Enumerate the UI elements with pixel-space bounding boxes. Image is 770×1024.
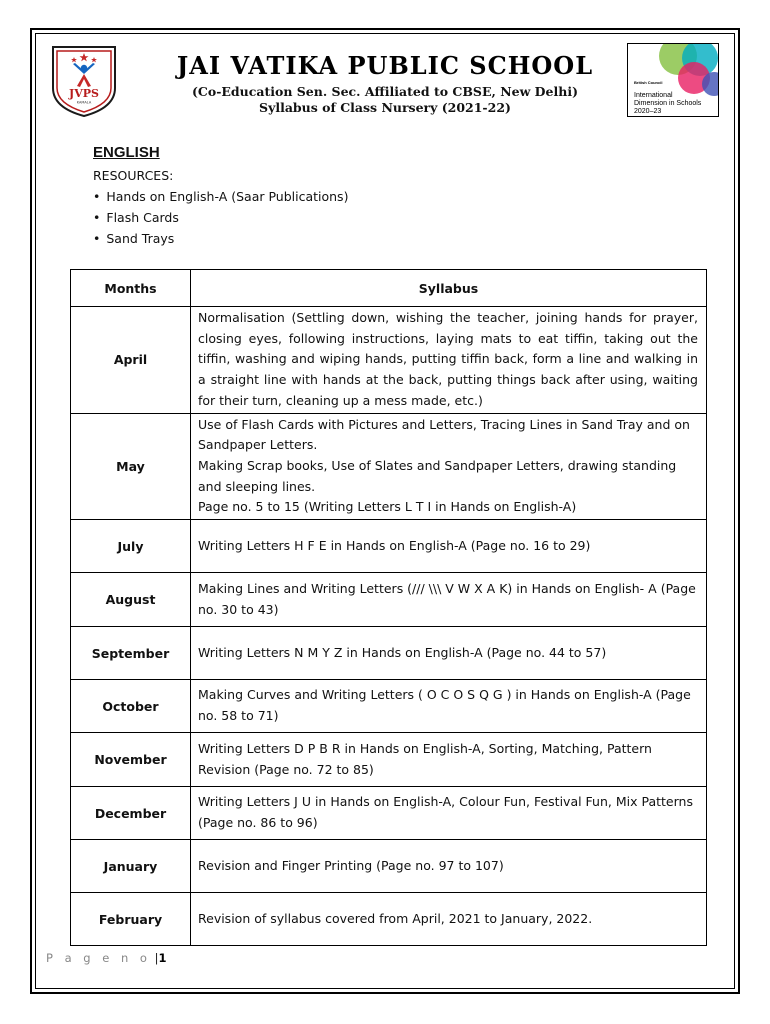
footer-separator: | [150,951,159,965]
months-header: Months [71,270,191,307]
svg-text:KAMALA: KAMALA [76,100,92,105]
month-cell: July [71,520,191,573]
table-row [71,893,707,946]
table-row [71,680,707,733]
subject-heading: ENGLISH [93,144,160,161]
table-header-row [71,270,707,307]
page-number: 1 [158,951,167,965]
syllabus-table [70,269,707,946]
month-cell: February [71,893,191,946]
syllabus-cell: Normalisation (Settling down, wishing the teacher, joining hands for prayer, closing eyes, following instructions, laying mats to eat tiffin, taking out the tiffin, washing and wiping hands, putting tiffin back, form a line and walking in a straight line with hands at the back, putting things back after using, waiting for their turn, cleaning up a mess made, etc.) [191,307,707,414]
syllabus-header: Syllabus [191,270,707,307]
syllabus-title: Syllabus of Class Nursery (2021-22) [259,100,511,115]
affiliation-text: (Co-Education Sen. Sec. Affiliated to CBSE, New Delhi) [192,84,578,99]
month-cell: January [71,840,191,893]
page-footer [46,951,167,965]
syllabus-cell: Writing Letters H F E in Hands on English-A (Page no. 16 to 29) [191,520,707,573]
syllabus-cell: Making Lines and Writing Letters (/// \\\ V W X A K) in Hands on English- A (Page no. 30 to 43) [191,573,707,627]
table-row [71,627,707,680]
school-name: JAI VATIKA PUBLIC SCHOOL [176,51,594,80]
syllabus-cell: Making Curves and Writing Letters ( O C O S Q G ) in Hands on English-A (Page no. 58 to 71) [191,680,707,733]
badge-brand-text: British Council [634,80,663,85]
syllabus-cell: Revision of syllabus covered from April, 2021 to January, 2022. [191,893,707,946]
table-row [71,520,707,573]
table-row [71,413,707,520]
syllabus-cell: Writing Letters N M Y Z in Hands on English-A (Page no. 44 to 57) [191,627,707,680]
table-row [71,307,707,414]
table-row [71,840,707,893]
resource-item: • Flash Cards [93,209,348,230]
month-cell: October [71,680,191,733]
syllabus-cell: Revision and Finger Printing (Page no. 97 to 107) [191,840,707,893]
table-row [71,573,707,627]
syllabus-cell: Use of Flash Cards with Pictures and Letters, Tracing Lines in Sand Tray and on Sandpaper Letters. Making Scrap books, Use of Slates and Sandpaper Letters, drawing standing and sleeping lines. Page no. 5 to 15 (Writing Letters L T I in Hands on English-A) [191,413,707,520]
syllabus-cell: Writing Letters J U in Hands on English-A, Colour Fun, Festival Fun, Mix Patterns (Page no. 86 to 96) [191,787,707,840]
syllabus-cell: Writing Letters D P B R in Hands on English-A, Sorting, Matching, Pattern Revision (Page no. 72 to 85) [191,733,707,787]
page-label: P a g e n o [46,951,151,965]
month-cell: December [71,787,191,840]
resource-item: • Hands on English-A (Saar Publications) [93,188,348,209]
month-cell: November [71,733,191,787]
svg-text:JVPS: JVPS [69,87,99,100]
month-cell: August [71,573,191,627]
resources-list [93,188,348,251]
month-cell: September [71,627,191,680]
month-cell: April [71,307,191,414]
table-row [71,787,707,840]
month-cell: May [71,413,191,520]
table-row [71,733,707,787]
resources-heading: RESOURCES: [93,168,174,183]
badge-caption: International Dimension in Schools 2020–23 [634,92,702,115]
resource-item: • Sand Trays [93,230,348,251]
